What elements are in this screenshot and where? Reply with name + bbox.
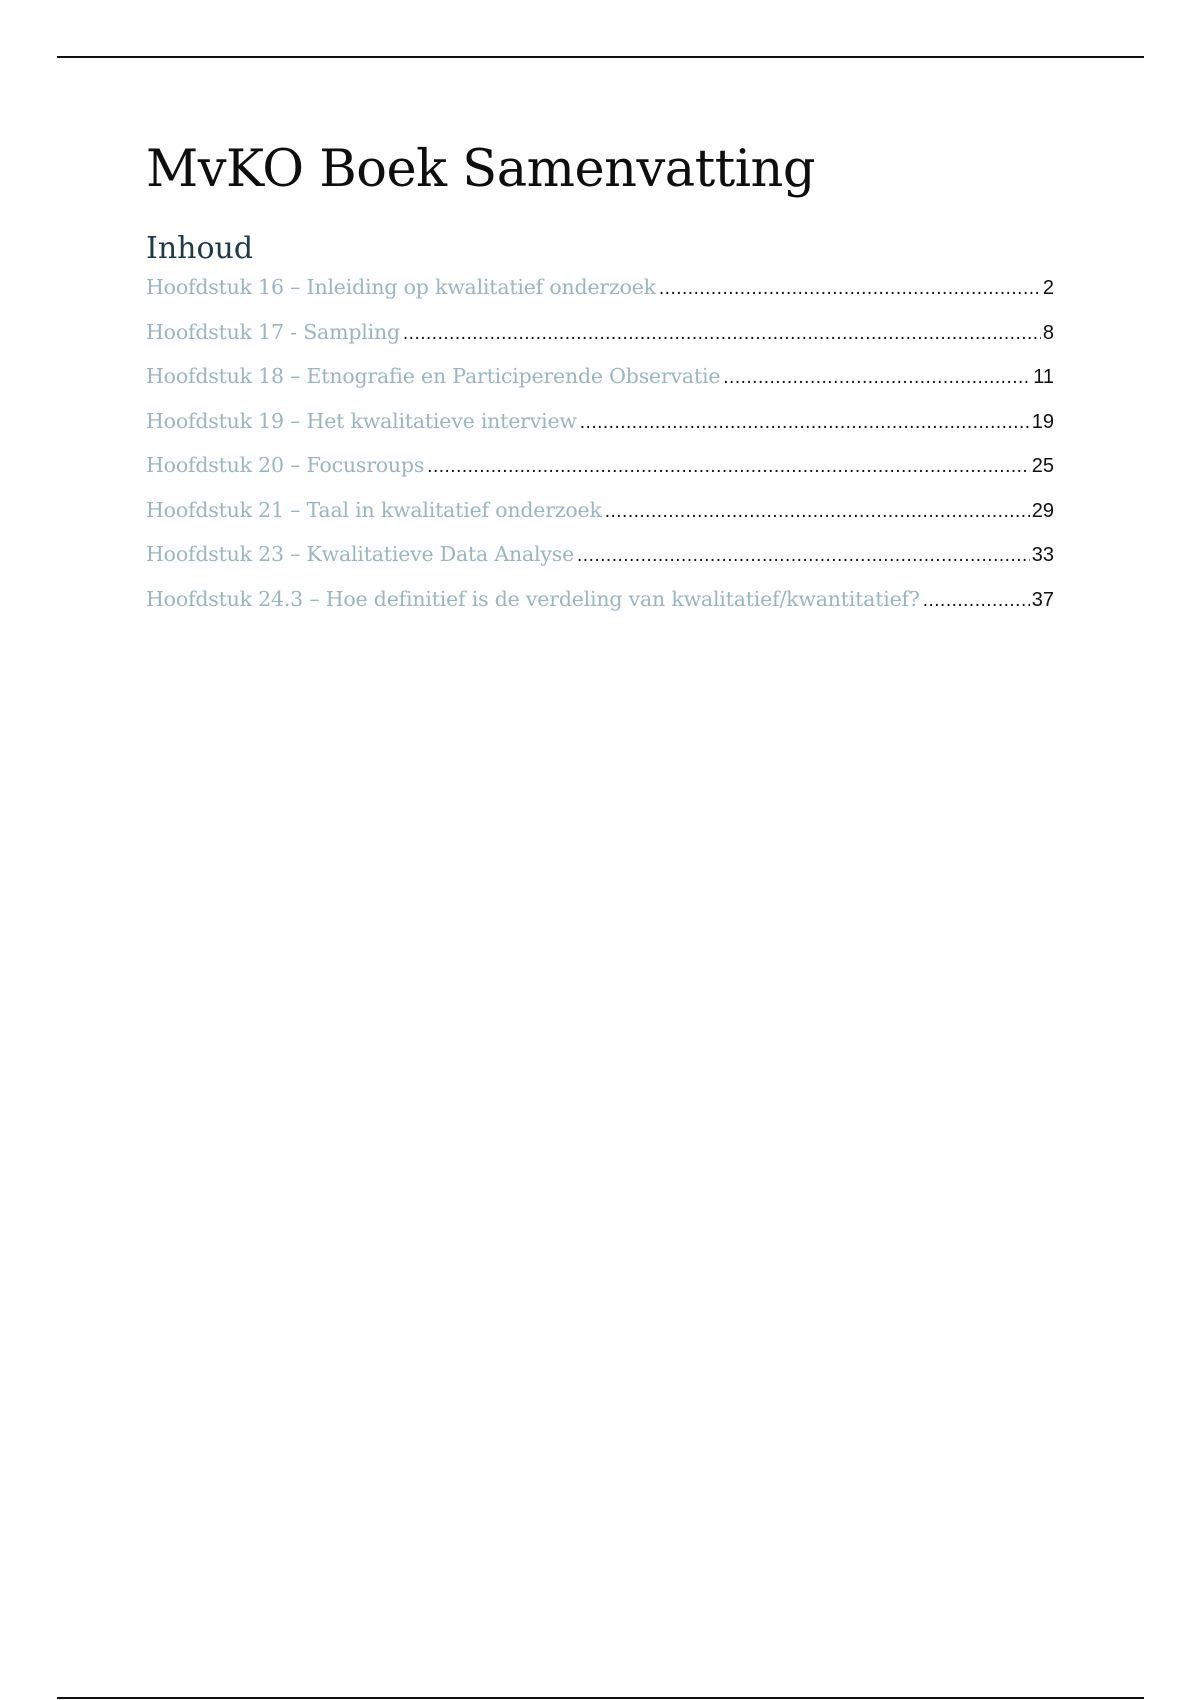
- toc-dot-leader: [577, 541, 1030, 571]
- toc-entry-label[interactable]: Hoofdstuk 21 – Taal in kwalitatief onderzoek: [146, 497, 602, 522]
- toc-entry[interactable]: [146, 495, 1054, 540]
- table-of-contents: [146, 272, 1054, 628]
- toc-entry-label[interactable]: Hoofdstuk 23 – Kwalitatieve Data Analyse: [146, 542, 575, 566]
- toc-dot-leader: [923, 586, 1030, 616]
- toc-dot-leader: [723, 363, 1031, 393]
- toc-page-number: 33: [1031, 544, 1054, 566]
- document-title: MvKO Boek Samenvatting: [146, 140, 816, 199]
- toc-dot-leader: [427, 452, 1030, 482]
- footer-rule: [57, 1697, 1144, 1699]
- toc-page-number: 11: [1033, 366, 1054, 388]
- toc-dot-leader: [580, 408, 1030, 438]
- toc-entry-label[interactable]: Hoofdstuk 17 - Sampling: [146, 319, 400, 344]
- toc-entry[interactable]: [146, 361, 1054, 406]
- toc-page-number: 8: [1042, 321, 1054, 344]
- toc-page-number: 37: [1031, 588, 1054, 611]
- toc-entry[interactable]: [146, 272, 1054, 317]
- toc-entry-label[interactable]: Hoofdstuk 16 – Inleiding op kwalitatief onderzoek: [146, 275, 656, 299]
- toc-dot-leader: [659, 274, 1041, 304]
- toc-heading: Inhoud: [146, 231, 254, 266]
- toc-page-number: 19: [1031, 410, 1054, 433]
- header-rule: [57, 56, 1144, 58]
- toc-entry-label[interactable]: Hoofdstuk 18 – Etnografie en Participerende Observatie: [146, 364, 721, 388]
- toc-dot-leader: [403, 319, 1041, 349]
- toc-entry[interactable]: [146, 450, 1054, 495]
- toc-entry-label[interactable]: Hoofdstuk 19 – Het kwalitatieve interview: [146, 408, 577, 433]
- toc-entry[interactable]: [146, 317, 1054, 362]
- toc-entry-label[interactable]: Hoofdstuk 20 – Focusroups: [146, 453, 425, 477]
- toc-entry[interactable]: [146, 584, 1054, 629]
- toc-dot-leader: [605, 497, 1030, 527]
- toc-page-number: 25: [1031, 455, 1054, 477]
- toc-entry-label[interactable]: Hoofdstuk 24.3 – Hoe definitief is de verdeling van kwalitatief/kwantitatief?: [146, 586, 920, 611]
- toc-page-number: 2: [1042, 277, 1054, 299]
- toc-entry[interactable]: [146, 539, 1054, 584]
- toc-page-number: 29: [1031, 499, 1054, 522]
- toc-entry[interactable]: [146, 406, 1054, 451]
